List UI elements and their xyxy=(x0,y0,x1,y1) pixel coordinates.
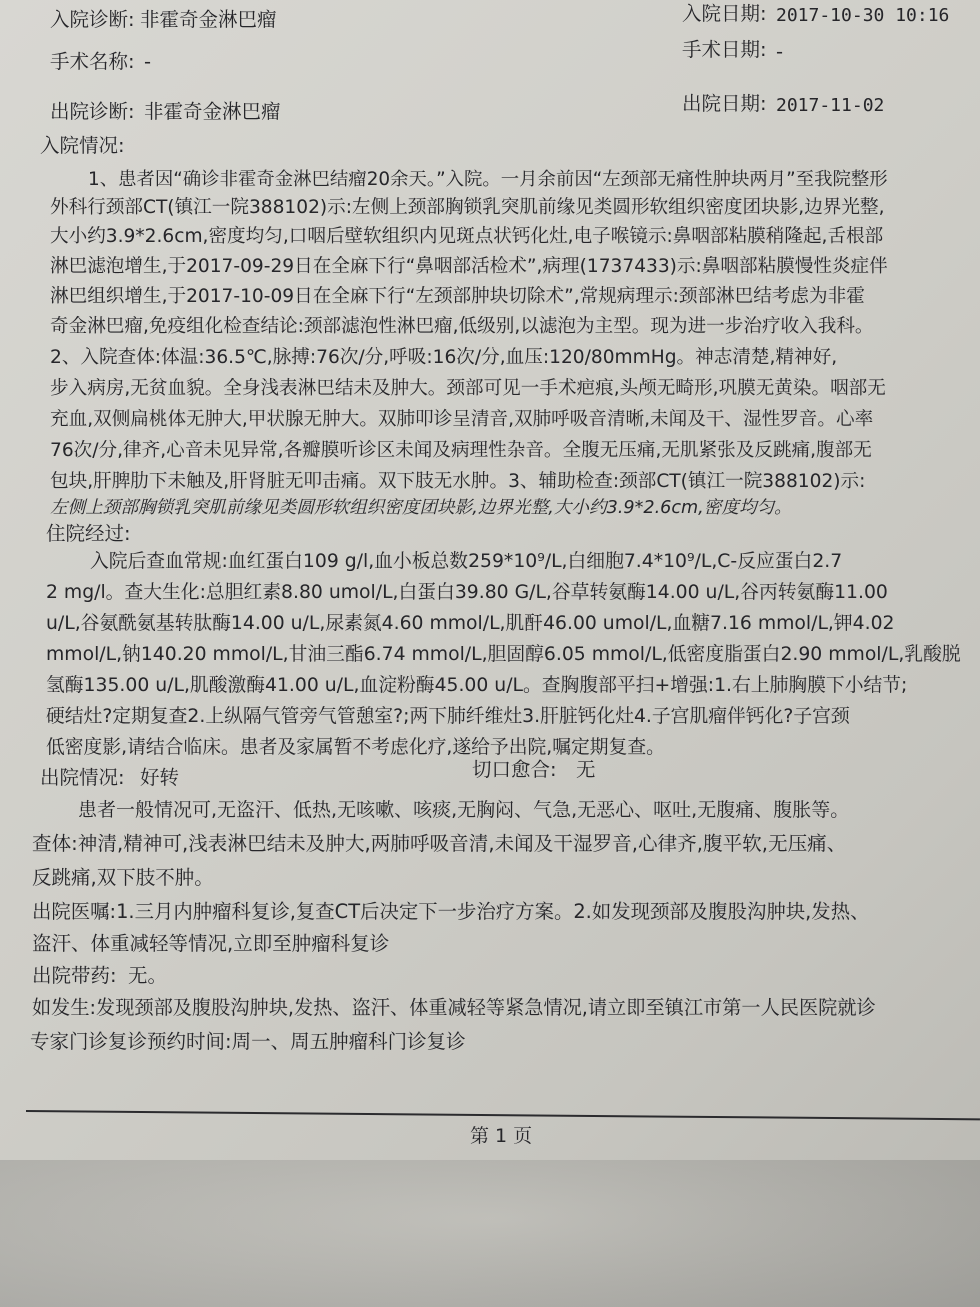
discharge-diagnosis-label: 出院诊断: xyxy=(50,100,135,123)
surgery-date-value: - xyxy=(776,40,784,63)
admission-line: 淋巴组织增生,于2017-10-09日在全麻下行“左颈部肿块切除术”,常规病理示:颈部淋巴结考虑为非霍 xyxy=(50,286,865,307)
admission-line: 2、入院查体:体温:36.5℃,脉搏:76次/分,呼吸:16次/分,血压:120/80mmHg。神志清楚,精神好, xyxy=(50,347,838,368)
footer-divider xyxy=(26,1110,980,1120)
admission-heading: 入院情况: xyxy=(40,134,125,157)
admission-line: 奇金淋巴瘤,免疫组化检查结论:颈部滤泡性淋巴瘤,低级别,以滤泡为主型。现为进一步治疗收入我科。 xyxy=(50,316,874,337)
wound-healing-label: 切口愈合: xyxy=(472,758,557,781)
admit-diagnosis-value: 非霍奇金淋巴瘤 xyxy=(140,8,277,31)
discharge-general-line: 查体:神清,精神可,浅表淋巴结未及肿大,两肺呼吸音清,未闻及干湿罗音,心律齐,腹平软,无压痛、 xyxy=(32,832,847,855)
course-line: 硬结灶?定期复查2.上纵隔气管旁气管憩室?;两下肺纤维灶3.肝脏钙化灶4.子宫肌瘤伴钙化?子宫颈 xyxy=(46,706,850,727)
admission-line: 1、患者因“确诊非霍奇金淋巴结瘤20余天。”入院。一月余前因“左颈部无痛性肿块两月”至我院整形 xyxy=(88,169,888,190)
discharge-meds-value: 无。 xyxy=(128,964,168,987)
page-number: 第 1 页 xyxy=(470,1125,533,1147)
discharge-meds-label: 出院带药: xyxy=(32,964,117,987)
discharge-date-label: 出院日期: xyxy=(682,92,767,115)
course-heading: 住院经过: xyxy=(46,522,131,545)
course-line: 氢酶135.00 u/L,肌酸激酶41.00 u/L,血淀粉酶45.00 u/L。查胸腹部平扫+增强:1.右上肺胸膜下小结节; xyxy=(46,675,908,696)
followup-note: 专家门诊复诊预约时间:周一、周五肿瘤科门诊复诊 xyxy=(30,1030,466,1053)
admit-date-label: 入院日期: xyxy=(682,2,767,25)
surgery-date-label: 手术日期: xyxy=(682,38,767,61)
admission-line: 包块,肝脾肋下未触及,肝肾脏无叩击痛。双下肢无水肿。3、辅助检查:颈部CT(镇江一院388102)示: xyxy=(50,471,866,492)
surgery-name-label: 手术名称: xyxy=(50,50,135,73)
discharge-date-value: 2017-11-02 xyxy=(776,95,885,116)
admission-line: 大小约3.9*2.6cm,密度均匀,口咽后壁软组织内见斑点状钙化灶,电子喉镜示:鼻咽部粘膜稍隆起,舌根部 xyxy=(50,226,884,247)
admission-line: 76次/分,律齐,心音未见异常,各瓣膜听诊区未闻及病理性杂音。全腹无压痛,无肌紧张及反跳痛,腹部无 xyxy=(50,440,872,461)
admission-line: 外科行颈部CT(镇江一院388102)示:左侧上颈部胸锁乳突肌前缘见类圆形软组织密度团块影,边界光整, xyxy=(50,197,885,218)
discharge-advice-line: 出院医嘱:1.三月内肿瘤科复诊,复查CT后决定下一步治疗方案。2.如发现颈部及腹股沟肿块,发热、 xyxy=(32,900,870,923)
course-line: mmol/L,钠140.20 mmol/L,甘油三酯6.74 mmol/L,胆固醇6.05 mmol/L,低密度脂蛋白2.90 mmol/L,乳酸脱 xyxy=(46,644,961,665)
discharge-general-line: 患者一般情况可,无盗汗、低热,无咳嗽、咳痰,无胸闷、气急,无恶心、呕吐,无腹痛、腹胀等。 xyxy=(78,799,850,821)
admit-date-value: 2017-10-30 10:16 xyxy=(776,5,950,26)
discharge-general-line: 反跳痛,双下肢不肿。 xyxy=(32,866,214,889)
admission-line: 淋巴滤泡增生,于2017-09-29日在全麻下行“鼻咽部活检术”,病理(1737433)示:鼻咽部粘膜慢性炎症伴 xyxy=(50,256,888,277)
wound-healing-value: 无 xyxy=(576,758,596,781)
discharge-status-value: 好转 xyxy=(140,766,180,789)
admit-diagnosis-label: 入院诊断: xyxy=(50,8,135,31)
paper-shadow xyxy=(0,1160,980,1307)
course-line: 2 mg/l。查大生化:总胆红素8.80 umol/L,白蛋白39.80 G/L,谷草转氨酶14.00 u/L,谷丙转氨酶11.00 xyxy=(46,582,888,603)
if-occurs-note: 如发生:发现颈部及腹股沟肿块,发热、盗汗、体重减轻等紧急情况,请立即至镇江市第一人民医院就诊 xyxy=(32,996,876,1019)
admission-line: 充血,双侧扁桃体无肿大,甲状腺无肿大。双肺叩诊呈清音,双肺呼吸音清晰,未闻及干、湿性罗音。心率 xyxy=(50,409,874,430)
course-line: 入院后查血常规:血红蛋白109 g/l,血小板总数259*10⁹/L,白细胞7.4*10⁹/L,C-反应蛋白2.7 xyxy=(90,551,843,572)
admission-line: 左侧上颈部胸锁乳突肌前缘见类圆形软组织密度团块影,边界光整,大小约3.9*2.6cm,密度均匀。 xyxy=(50,498,792,518)
surgery-name-value: - xyxy=(144,50,152,73)
course-line: 低密度影,请结合临床。患者及家属暂不考虑化疗,遂给予出院,嘱定期复查。 xyxy=(46,737,665,758)
discharge-status-label: 出院情况: xyxy=(40,766,125,789)
course-line: u/L,谷氨酰氨基转肽酶14.00 u/L,尿素氮4.60 mmol/L,肌酐46.00 umol/L,血糖7.16 mmol/L,钾4.02 xyxy=(46,613,895,634)
discharge-diagnosis-value: 非霍奇金淋巴瘤 xyxy=(144,100,281,123)
discharge-advice-line: 盗汗、体重减轻等情况,立即至肿瘤科复诊 xyxy=(32,932,390,955)
admission-line: 步入病房,无贫血貌。全身浅表淋巴结未及肿大。颈部可见一手术疤痕,头颅无畸形,巩膜无黄染。咽部无 xyxy=(50,378,886,399)
